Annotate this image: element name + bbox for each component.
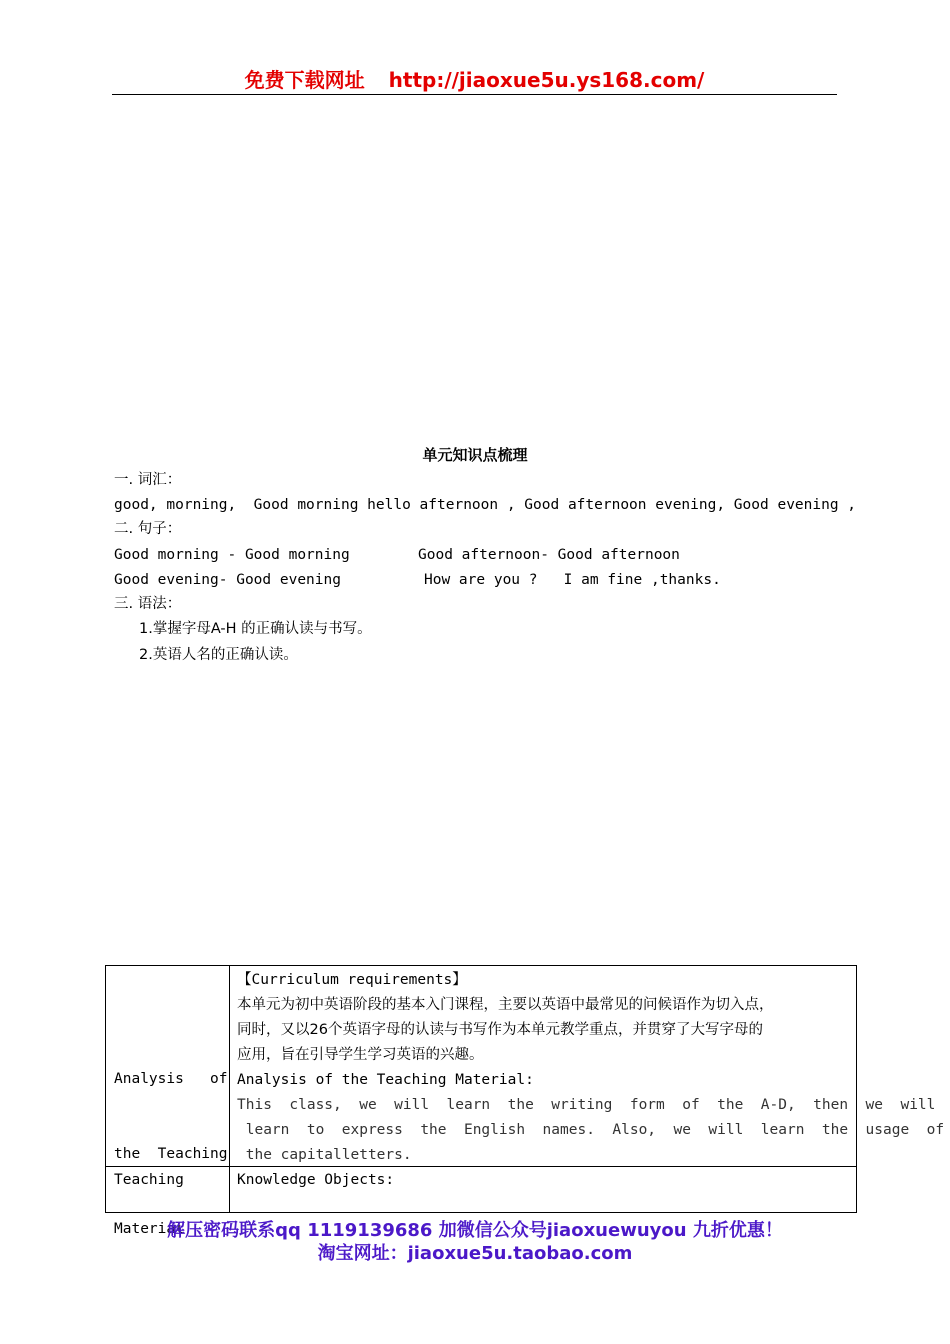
sentence-1a: Good morning - Good morning [114, 547, 350, 563]
sentence-heading: 二. 句子： [114, 521, 182, 537]
grammar-heading: 三. 语法： [114, 596, 182, 612]
table-divider-vertical [229, 966, 230, 1212]
analysis-line: the capitalletters. [237, 1147, 412, 1163]
site-name: 免费下载网址 [244, 68, 365, 92]
row1-label: Analysis of the Teaching Material [114, 1071, 228, 1237]
sentence-2a: Good evening- Good evening [114, 572, 341, 588]
sentence-1b: Good afternoon- Good afternoon [418, 547, 680, 563]
row2-label: Teaching [114, 1172, 184, 1188]
vocab-heading: 一. 词汇： [114, 472, 182, 488]
section-title: 单元知识点梳理 [422, 446, 528, 464]
page-header [112, 66, 837, 95]
grammar-item: 1.掌握字母A-H 的正确认读与书写。 [139, 621, 372, 637]
curriculum-line: 本单元为初中英语阶段的基本入门课程，主要以英语中最常见的问候语作为切入点， [237, 997, 774, 1013]
curriculum-line: 同时，又以26个英语字母的认读与书写作为本单元教学重点，并贯穿了大写字母的 [237, 1022, 763, 1038]
analysis-line: This class, we will learn the writing form of the A-D, then we will [237, 1097, 936, 1113]
sentence-2b: How are you ? I am fine ,thanks. [424, 572, 721, 588]
analysis-line: learn to express the English names. Also, we will learn the usage of [237, 1122, 945, 1138]
footer-line-2[interactable]: 淘宝网址：jiaoxue5u.taobao.com [317, 1243, 633, 1264]
curriculum-heading: 【Curriculum requirements】 [237, 972, 467, 988]
grammar-item: 2.英语人名的正确认读。 [139, 647, 298, 663]
site-url[interactable]: http://jiaoxue5u.ys168.com/ [388, 68, 705, 92]
footer-line-1: 解压密码联系qq 1119139686 加微信公众号jiaoxuewuyou 九折优惠！ [167, 1220, 783, 1241]
curriculum-line: 应用，旨在引导学生学习英语的兴趣。 [237, 1047, 484, 1063]
analysis-heading: Analysis of the Teaching Material: [237, 1072, 534, 1088]
vocab-line: good, morning, Good morning hello afternoon , Good afternoon evening, Good evening , [114, 497, 857, 513]
row1-content [237, 968, 945, 1168]
row2-content: Knowledge Objects: [237, 1172, 395, 1188]
